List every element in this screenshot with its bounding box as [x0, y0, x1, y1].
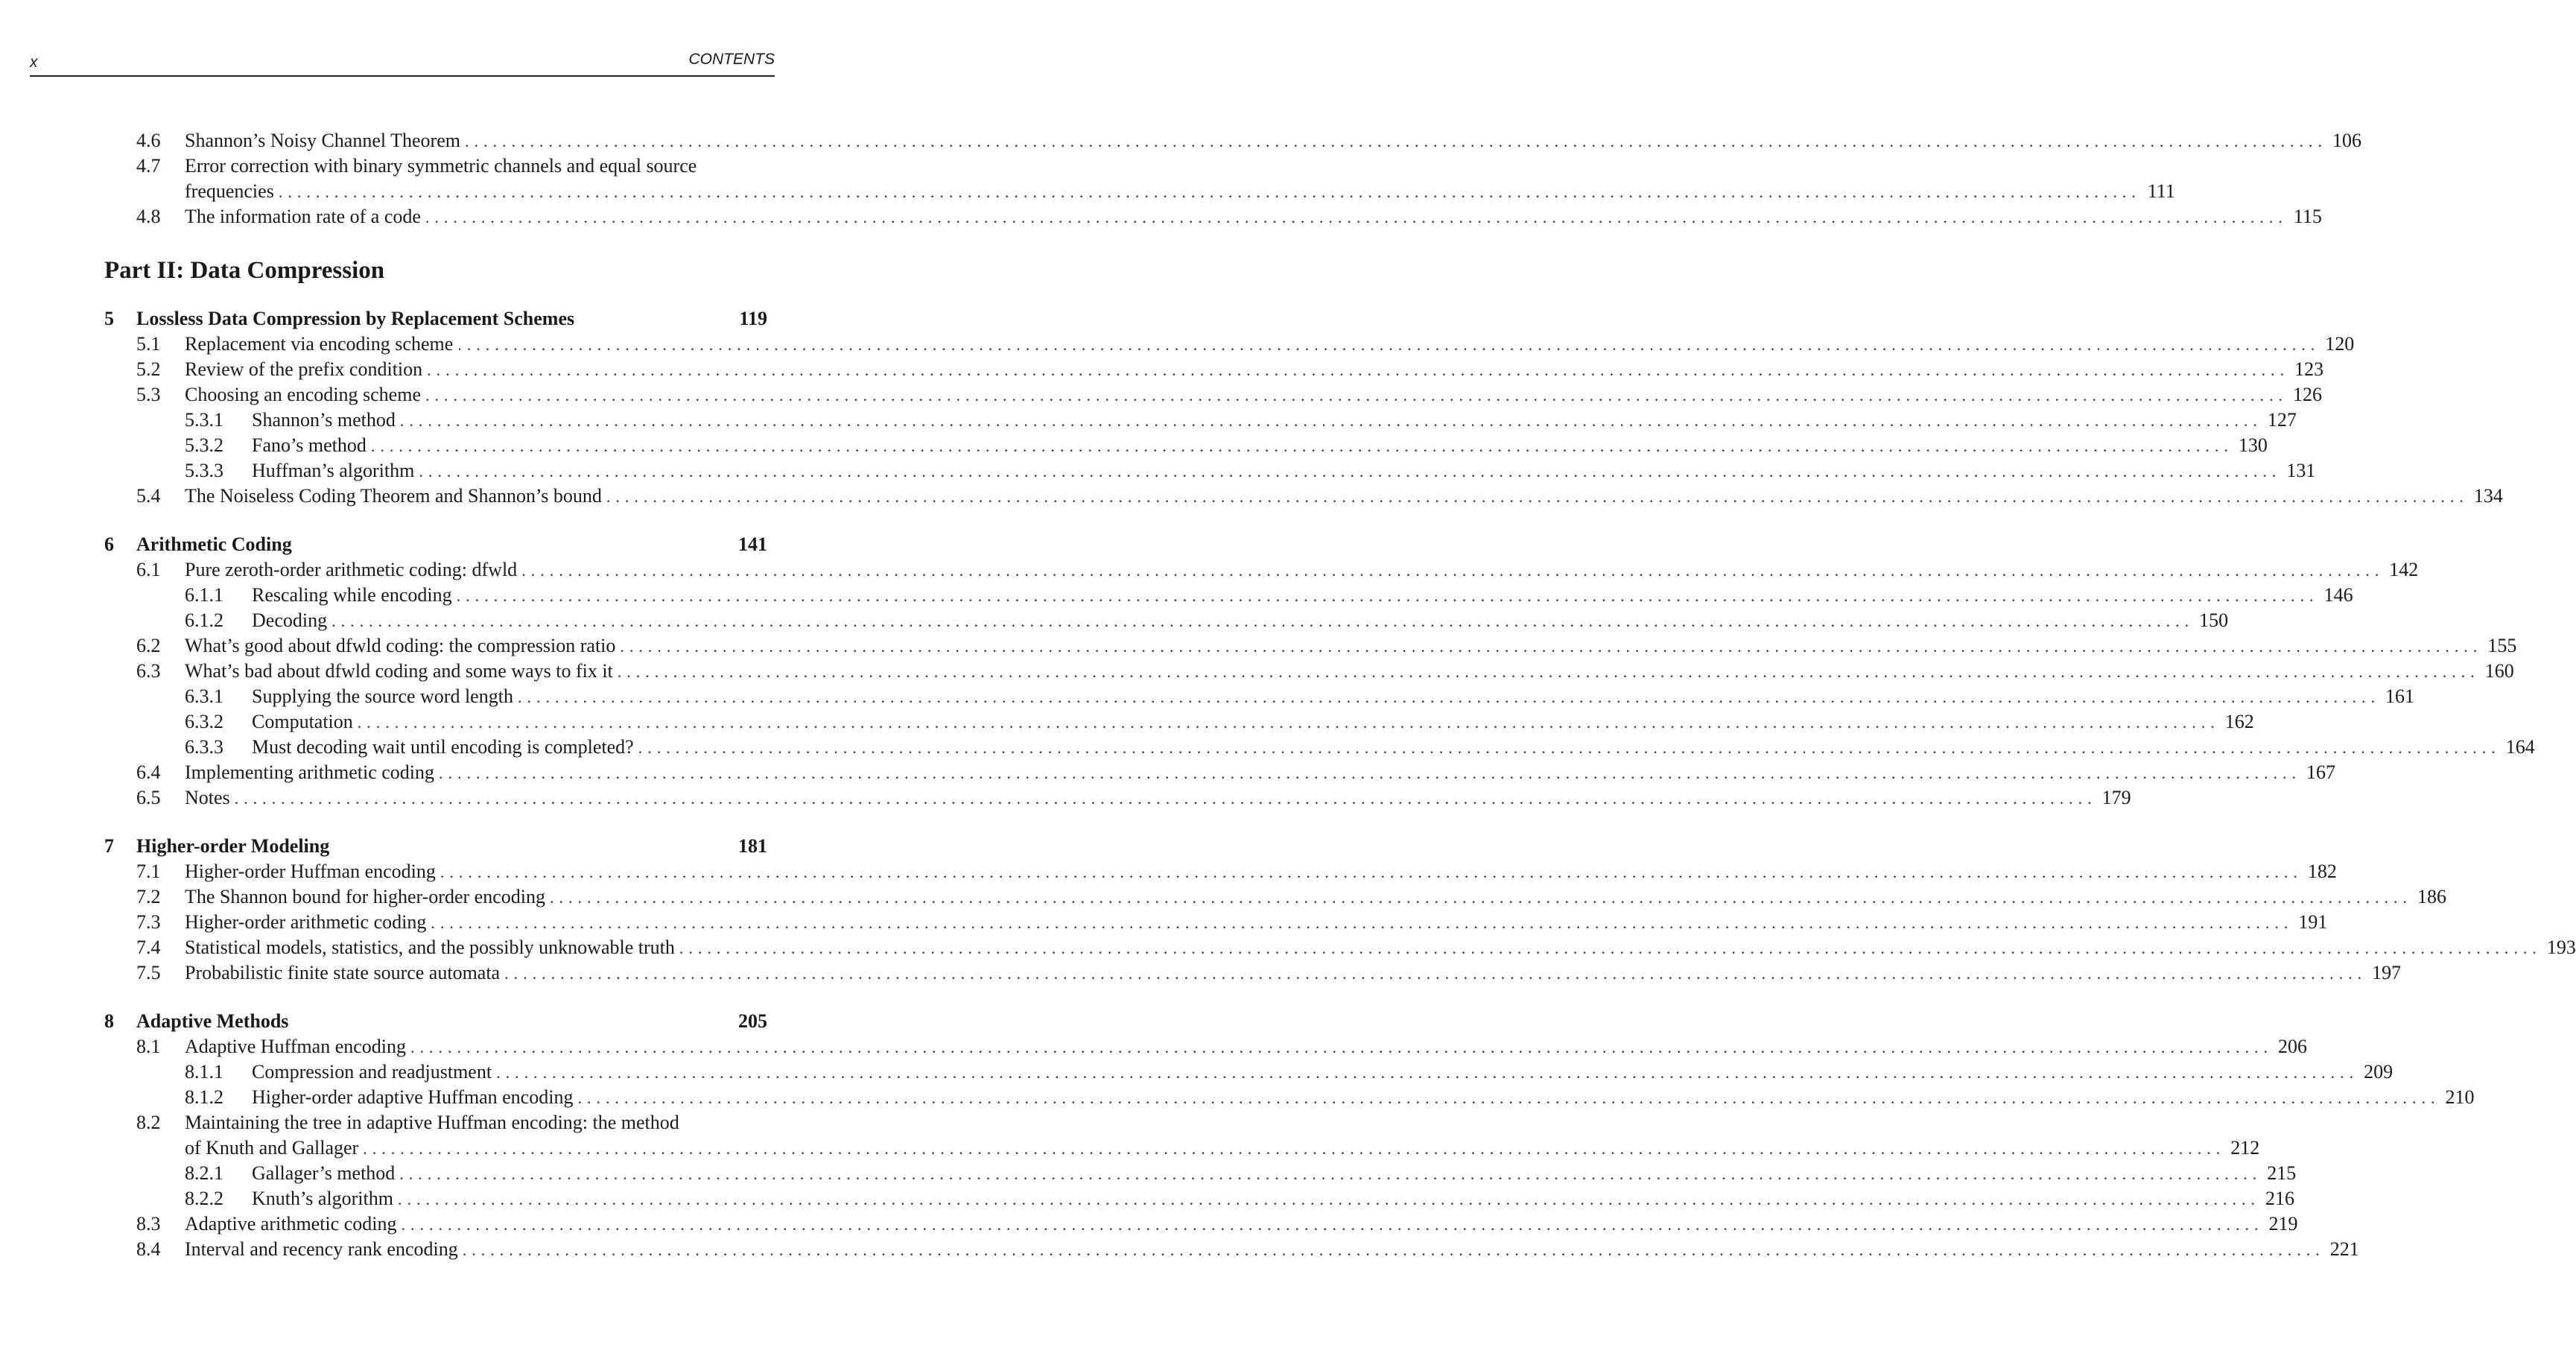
toc-entry — [185, 458, 2316, 484]
toc-entry-title: Rescaling while encoding — [252, 583, 457, 608]
dot-leader: ........................................................................................................................................................................................................ — [679, 939, 2542, 957]
toc-chapter-entry — [104, 1009, 767, 1034]
toc-entry-number: 8.1.2 — [185, 1086, 223, 1108]
toc-entry-number: 5 — [104, 308, 114, 329]
toc-entry — [185, 1059, 2393, 1085]
dot-leader: ........................................................................................................................................................................................................ — [638, 738, 2501, 757]
toc-entry — [185, 709, 2254, 735]
toc-entry-page: 155 — [2487, 635, 2517, 656]
toc-entry-page: 142 — [2389, 559, 2419, 580]
toc-entry-title: Higher-order Huffman encoding — [185, 859, 440, 884]
toc-entry-page: 146 — [2323, 584, 2353, 606]
toc-entry-title: Must decoding wait until encoding is completed? — [252, 735, 638, 760]
toc-entry — [136, 760, 2336, 785]
toc-entry — [136, 128, 2361, 153]
toc-entry-page: 111 — [2147, 180, 2175, 202]
toc-entry-title: Knuth’s algorithm — [252, 1186, 398, 1211]
dot-leader: ........................................................................................................................................................................................................ — [521, 561, 2385, 580]
toc-entry-title: Huffman’s algorithm — [252, 458, 419, 484]
dot-leader: ........................................................................................................................................................................................................ — [462, 1240, 2325, 1259]
toc-entry — [136, 357, 2324, 382]
toc-entry-title: Shannon’s Noisy Channel Theorem — [185, 128, 465, 153]
toc-entry-page: 134 — [2473, 485, 2503, 507]
toc-entry-title: Probabilistic finite state source automata — [185, 960, 504, 986]
toc-entry-number: 8.1.1 — [185, 1061, 223, 1083]
toc-entry-number: 8.2.1 — [185, 1162, 223, 1184]
toc-entry-page: 141 — [738, 533, 767, 555]
dot-leader: ........................................................................................................................................................................................................ — [397, 1190, 2260, 1208]
toc-entry-page: 209 — [2364, 1061, 2393, 1083]
toc-entry-number: 6.3.2 — [185, 711, 223, 732]
toc-entry-title: Statistical models, statistics, and the possibly unknowable truth — [185, 935, 679, 960]
toc-entry — [185, 735, 2535, 760]
toc-entry-number: 4.6 — [136, 130, 161, 151]
toc-entry-number: 6.5 — [136, 787, 161, 808]
toc-entry-number: 5.2 — [136, 358, 161, 380]
toc-entry-page: 210 — [2445, 1086, 2475, 1108]
toc-entry — [185, 433, 2268, 458]
toc-entry-page: 193 — [2546, 937, 2576, 958]
toc-entry-title: Higher-order Modeling — [136, 834, 329, 859]
toc-entry-number: 8.1 — [136, 1036, 161, 1057]
toc-entry-page: 106 — [2332, 130, 2361, 151]
toc-entry-page: 167 — [2306, 761, 2336, 783]
toc-entry-page: 123 — [2294, 358, 2324, 380]
toc-entry-page: 131 — [2286, 460, 2316, 481]
toc-entry-page: 127 — [2267, 409, 2297, 431]
dot-leader: ........................................................................................................................................................................................................ — [370, 437, 2233, 455]
toc-entry-number: 6.4 — [136, 761, 161, 783]
toc-entry-page: 161 — [2385, 685, 2414, 707]
toc-entry — [136, 382, 2322, 408]
toc-entry — [185, 583, 2353, 608]
toc-entry-continuation — [185, 179, 2175, 204]
dot-leader: ........................................................................................................................................................................................................ — [331, 612, 2195, 630]
toc-entry-page: 212 — [2230, 1137, 2260, 1159]
toc-entry-page: 150 — [2199, 609, 2229, 631]
dot-leader: ........................................................................................................................................................................................................ — [504, 964, 2367, 983]
toc-entry-number: 6.1.2 — [185, 609, 223, 631]
toc-entry-number: 6 — [104, 533, 114, 555]
running-title: CONTENTS — [688, 51, 775, 68]
toc-entry-number: 7.5 — [136, 962, 161, 983]
dot-leader: ........................................................................................................................................................................................................ — [456, 586, 2319, 605]
toc-entry-title: Shannon’s method — [252, 408, 400, 433]
toc-entry-page: 186 — [2417, 886, 2446, 907]
toc-entry — [136, 204, 2322, 229]
toc-entry — [185, 1161, 2297, 1186]
toc-entry-number: 5.3.1 — [185, 409, 223, 431]
toc-entry-number: 8.3 — [136, 1213, 161, 1235]
toc-entry-title: Arithmetic Coding — [136, 532, 292, 557]
toc-entry-title: Fano’s method — [252, 433, 371, 458]
toc-entry-title: Review of the prefix condition — [185, 357, 427, 382]
dot-leader: ........................................................................................................................................................................................................ — [496, 1063, 2359, 1082]
dot-leader: ........................................................................................................................................................................................................ — [425, 386, 2288, 405]
page-number: x — [30, 54, 38, 71]
toc-entry — [136, 935, 2576, 960]
toc-entry-title-continued: frequencies — [185, 179, 279, 204]
dot-leader: ........................................................................................................................................................................................................ — [278, 183, 2141, 201]
toc-entry-page: 164 — [2505, 736, 2535, 758]
toc-entry-number: 6.2 — [136, 635, 161, 656]
toc-entry-number: 5.3.2 — [185, 434, 223, 456]
toc-entry — [185, 684, 2414, 709]
toc-entry-title-continued: of Knuth and Gallager — [185, 1135, 363, 1161]
toc-entry — [136, 859, 2337, 884]
toc-entry-title: Higher-order adaptive Huffman encoding — [252, 1085, 577, 1110]
toc-entry — [136, 153, 767, 179]
toc-entry-page: 115 — [2293, 206, 2322, 227]
dot-leader: ........................................................................................................................................................................................................ — [439, 764, 2302, 782]
toc-entry-title: Compression and readjustment — [252, 1059, 496, 1085]
toc-entry-title: Supplying the source word length — [252, 684, 518, 709]
toc-entry-title: The Shannon bound for higher-order encoding — [185, 884, 550, 910]
toc-entry — [136, 910, 2328, 935]
toc-entry-number: 8.4 — [136, 1238, 161, 1260]
toc-entry-number: 8 — [104, 1010, 114, 1032]
dot-leader: ........................................................................................................................................................................................................ — [606, 487, 2469, 506]
toc-entry-number: 5.1 — [136, 333, 161, 355]
toc-entry-title: Adaptive arithmetic coding — [185, 1211, 401, 1237]
toc-entry-title: Adaptive Huffman encoding — [185, 1034, 410, 1059]
toc-entry — [136, 557, 2419, 583]
toc-entry-number: 7.2 — [136, 886, 161, 907]
toc-entry — [136, 1034, 2307, 1059]
toc-chapter-entry — [104, 834, 767, 859]
dot-leader: ........................................................................................................................................................................................................ — [234, 789, 2097, 808]
toc-entry-page: 120 — [2325, 333, 2355, 355]
dot-leader: ........................................................................................................................................................................................................ — [440, 863, 2303, 881]
toc-entry-page: 197 — [2372, 962, 2402, 983]
toc-entry-page: 160 — [2484, 660, 2514, 682]
toc-entry-title: Choosing an encoding scheme — [185, 382, 425, 408]
toc-entry-continuation — [185, 1135, 2260, 1161]
dot-leader: ........................................................................................................................................................................................................ — [620, 637, 2483, 656]
toc-entry-page: 182 — [2307, 861, 2337, 882]
toc-entry-title: The Noiseless Coding Theorem and Shannon’s bound — [185, 484, 606, 509]
toc-entry-page: 162 — [2224, 711, 2254, 732]
toc-entry-title: Adaptive Methods — [136, 1009, 288, 1034]
dot-leader: ........................................................................................................................................................................................................ — [399, 1165, 2262, 1183]
toc-entry-page: 206 — [2278, 1036, 2307, 1057]
toc-entry-number: 6.1.1 — [185, 584, 223, 606]
dot-leader: ........................................................................................................................................................................................................ — [427, 361, 2290, 379]
dot-leader: ........................................................................................................................................................................................................ — [399, 411, 2262, 430]
toc-entry-number: 4.8 — [136, 206, 161, 227]
toc-entry-number: 5.3.3 — [185, 460, 223, 481]
dot-leader: ........................................................................................................................................................................................................ — [457, 335, 2320, 354]
toc-entry-page: 119 — [739, 308, 767, 329]
toc-entry-title: Interval and recency rank encoding — [185, 1237, 463, 1262]
toc-entry-title: Implementing arithmetic coding — [185, 760, 439, 785]
toc-entry-number: 8.2 — [136, 1112, 161, 1133]
toc-entry-page: 216 — [2265, 1188, 2294, 1209]
toc-entry-page: 219 — [2268, 1213, 2298, 1235]
dot-leader: ........................................................................................................................................................................................................ — [549, 888, 2412, 907]
toc-entry — [185, 1186, 2294, 1211]
toc-entry — [136, 960, 2402, 986]
toc-entry-title: Pure zeroth-order arithmetic coding: dfwld — [185, 557, 521, 583]
toc-entry-number: 6.3 — [136, 660, 161, 682]
toc-entry-title: What’s bad about dfwld coding and some ways to fix it — [185, 659, 618, 684]
toc-entry-title: Maintaining the tree in adaptive Huffman encoding: the method — [185, 1110, 684, 1135]
dot-leader: ........................................................................................................................................................................................................ — [419, 462, 2282, 481]
toc-entry-title: Error correction with binary symmetric channels and equal source — [185, 153, 701, 179]
toc-entry — [136, 1237, 2359, 1262]
toc-entry — [136, 332, 2355, 357]
toc-entry-number: 7.4 — [136, 937, 161, 958]
toc-entry-page: 179 — [2101, 787, 2131, 808]
toc-entry-page: 221 — [2329, 1238, 2359, 1260]
dot-leader: ........................................................................................................................................................................................................ — [517, 688, 2380, 706]
toc-entry-title: Computation — [252, 709, 358, 735]
toc-entry-page: 181 — [738, 835, 767, 857]
dot-leader: ........................................................................................................................................................................................................ — [431, 913, 2294, 932]
toc-chapter-entry — [104, 532, 767, 557]
toc-entry-page: 126 — [2293, 384, 2322, 405]
dot-leader: ........................................................................................................................................................................................................ — [464, 132, 2327, 150]
toc-entry — [136, 659, 2514, 684]
toc-entry-title: The information rate of a code — [185, 204, 425, 229]
dot-leader: ........................................................................................................................................................................................................ — [425, 208, 2288, 226]
toc-entry — [136, 1211, 2298, 1237]
toc-entry-number: 7.3 — [136, 911, 161, 933]
dot-leader: ........................................................................................................................................................................................................ — [410, 1038, 2273, 1056]
toc-entry-number: 5.3 — [136, 384, 161, 405]
dot-leader: ........................................................................................................................................................................................................ — [617, 662, 2480, 681]
toc-entry — [185, 1085, 2475, 1110]
toc-chapter-entry — [104, 306, 767, 332]
toc-entry-title: Gallager’s method — [252, 1161, 399, 1186]
toc-entry — [136, 633, 2517, 659]
toc-entry — [136, 1110, 767, 1135]
toc-entry-page: 191 — [2298, 911, 2328, 933]
dot-leader: ........................................................................................................................................................................................................ — [357, 713, 2220, 732]
toc-entry-title: Decoding — [252, 608, 331, 633]
toc-entry-number: 7.1 — [136, 861, 161, 882]
toc-entry — [136, 484, 2503, 509]
toc-entry-number: 5.4 — [136, 485, 161, 507]
toc-entry-page: 215 — [2267, 1162, 2297, 1184]
toc-entry-title: Lossless Data Compression by Replacement Schemes — [136, 306, 574, 332]
toc-entry-number: 8.2.2 — [185, 1188, 223, 1209]
toc-entry — [136, 884, 2446, 910]
toc-entry-title: Notes — [185, 785, 235, 811]
dot-leader: ........................................................................................................................................................................................................ — [401, 1215, 2264, 1234]
toc-entry-page: 130 — [2238, 434, 2268, 456]
toc-entry-title: Higher-order arithmetic coding — [185, 910, 431, 935]
toc-entry — [185, 408, 2297, 433]
toc-entry — [136, 785, 2131, 811]
toc-entry-number: 6.1 — [136, 559, 161, 580]
toc-entry-title: What’s good about dfwld coding: the compression ratio — [185, 633, 620, 659]
toc-entry-number: 7 — [104, 835, 114, 857]
toc-entry-page: 205 — [738, 1010, 767, 1032]
dot-leader: ........................................................................................................................................................................................................ — [577, 1089, 2440, 1107]
toc-entry-title: Replacement via encoding scheme — [185, 332, 457, 357]
toc-entry-number: 6.3.3 — [185, 736, 223, 758]
part-title: Part II: Data Compression — [104, 257, 385, 284]
toc-entry-number: 4.7 — [136, 155, 161, 177]
toc-entry — [185, 608, 2229, 633]
toc-entry-number: 6.3.1 — [185, 685, 223, 707]
dot-leader: ........................................................................................................................................................................................................ — [363, 1139, 2226, 1158]
